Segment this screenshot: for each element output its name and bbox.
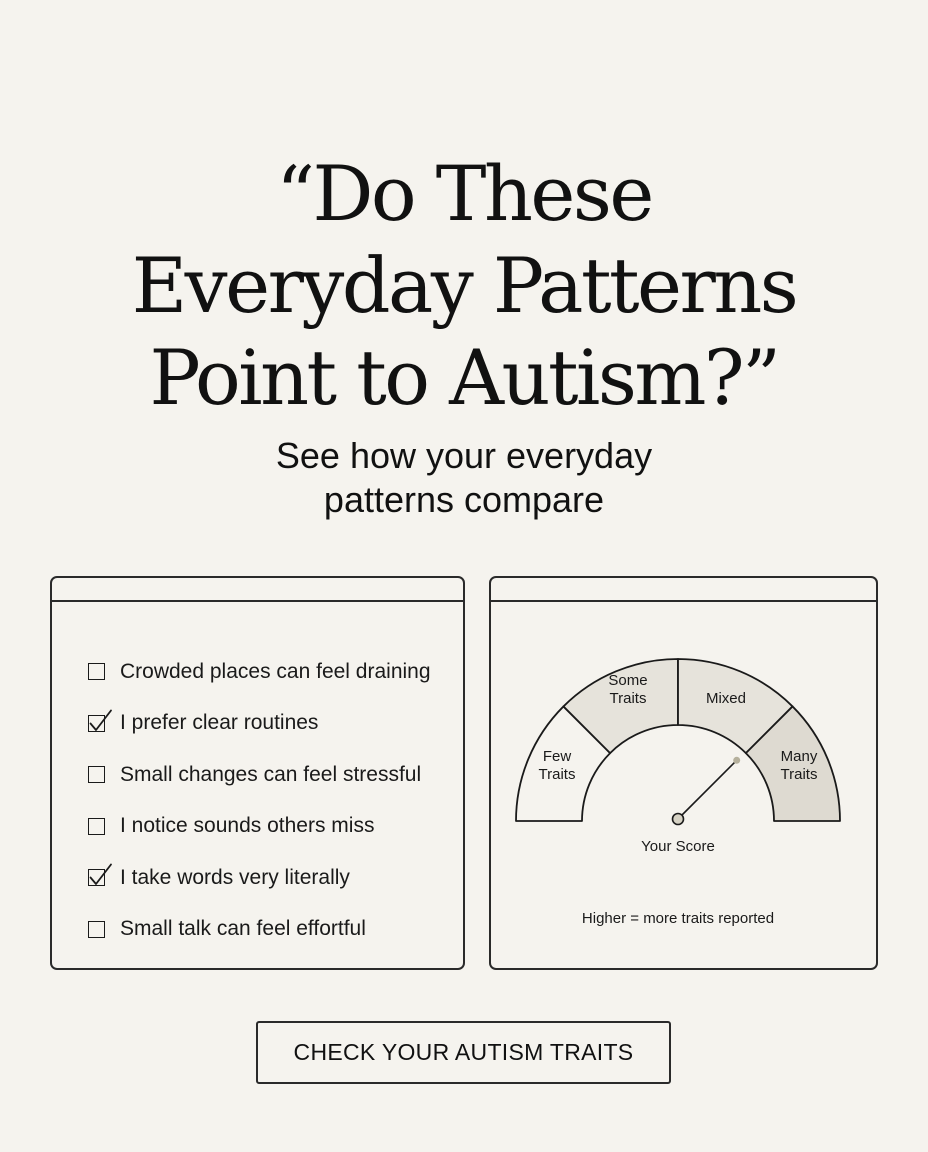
headline <box>0 148 928 424</box>
checklist-item-label: I prefer clear routines <box>120 711 319 735</box>
headline-line-3: Point to Autism?” <box>149 333 779 422</box>
gauge-segment-label-line: Traits <box>609 690 647 707</box>
checkbox-unchecked[interactable] <box>88 921 105 938</box>
gauge-segment-label-line: Traits <box>780 766 818 783</box>
gauge-caption: Higher = more traits reported <box>581 910 775 927</box>
gauge-segment-label-line: Mixed <box>705 690 747 707</box>
checklist-item <box>88 698 431 750</box>
gauge-segment-label <box>706 690 746 707</box>
subheadline <box>0 434 928 522</box>
checkmark-icon <box>88 863 112 887</box>
checkmark-icon <box>88 709 112 733</box>
gauge-needle <box>678 760 737 819</box>
checkbox-unchecked[interactable] <box>88 766 105 783</box>
checklist-item-label: I notice sounds others miss <box>120 814 375 838</box>
headline-line-2: Everyday Patterns <box>131 241 797 330</box>
checkbox-unchecked[interactable] <box>88 818 105 835</box>
checklist-item <box>88 801 431 853</box>
checkbox-checked[interactable] <box>88 715 105 732</box>
gauge-segment-label-line: Some <box>608 672 648 689</box>
headline-line-1: “Do These <box>276 149 652 238</box>
checkbox-unchecked[interactable] <box>88 663 105 680</box>
subheadline-line-2: patterns compare <box>323 479 605 520</box>
gauge-segment-label <box>608 672 647 707</box>
checklist-item <box>88 852 431 904</box>
gauge-segment-label <box>781 748 818 783</box>
score-gauge <box>491 578 876 968</box>
checklist-item <box>88 646 431 698</box>
your-score-label: Your Score <box>641 838 715 855</box>
checklist-item <box>88 749 431 801</box>
checklist-item-label: I take words very literally <box>120 865 350 889</box>
checklist-card <box>50 576 465 970</box>
gauge-needle-pivot <box>673 814 684 825</box>
gauge-needle-tip <box>733 757 740 764</box>
trait-checklist <box>88 646 431 955</box>
gauge-card <box>489 576 878 970</box>
checkbox-checked[interactable] <box>88 869 105 886</box>
gauge-segment-label-line: Traits <box>538 766 576 783</box>
gauge-segment-label-line: Few <box>542 748 572 765</box>
checklist-item-label: Crowded places can feel draining <box>120 659 431 683</box>
gauge-segment-label <box>539 748 576 783</box>
checklist-item-label: Small changes can feel stressful <box>120 762 422 786</box>
gauge-segment-label-line: Many <box>780 748 818 765</box>
checklist-item-label: Small talk can feel effortful <box>120 917 366 941</box>
checklist-item <box>88 904 431 956</box>
subheadline-line-1: See how your everyday <box>275 435 653 476</box>
check-traits-button[interactable]: CHECK YOUR AUTISM TRAITS <box>256 1021 671 1084</box>
checklist-card-header-bar <box>52 578 463 602</box>
